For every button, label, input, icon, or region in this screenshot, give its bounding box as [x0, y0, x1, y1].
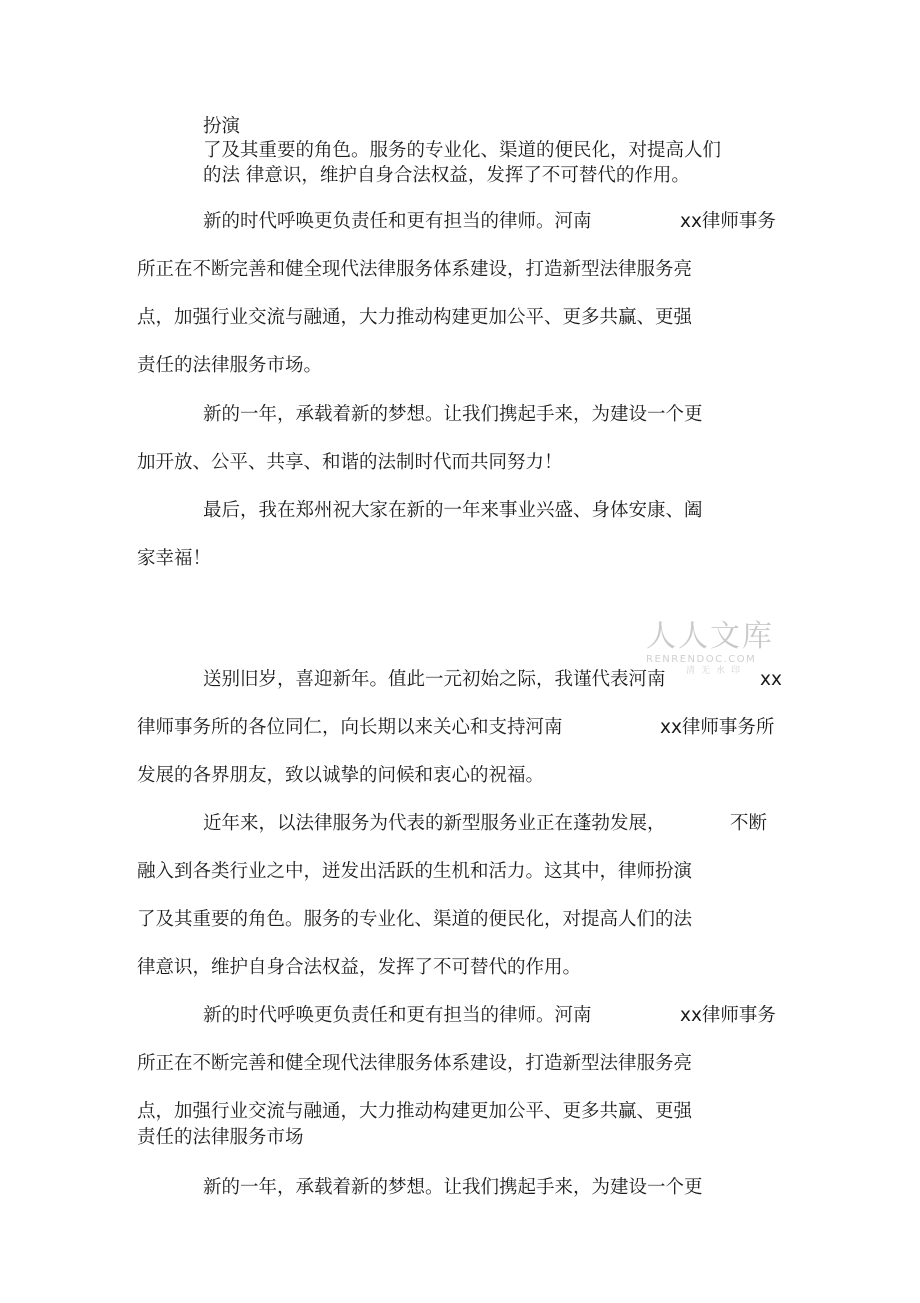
text-line: 发展的各界朋友，致以诚挚的问候和衷心的祝福。	[137, 765, 545, 786]
text-line: xx律师事务	[680, 1005, 776, 1026]
text-line: 的法 律意识，维护自身合法权益，发挥了不可替代的作用。	[203, 165, 690, 186]
text-line: 新的时代呼唤更负责任和更有担当的律师。河南	[203, 1005, 592, 1026]
text-line: xx律师事务	[680, 211, 776, 232]
text-line: 不断	[730, 813, 768, 834]
watermark-title: 人人文库	[646, 619, 774, 654]
text-line: 家幸福！	[137, 548, 212, 569]
text-line: 律意识，维护自身合法权益，发挥了不可替代的作用。	[137, 957, 582, 978]
text-line: 送别旧岁，喜迎新年。值此一元初始之际，我谨代表河南	[203, 669, 666, 690]
text-line: 了及其重要的角色。服务的专业化、渠道的便民化，对提高人们	[203, 140, 722, 161]
text-line: 新的一年，承载着新的梦想。让我们携起手来，为建设一个更	[203, 404, 703, 425]
text-line: xx	[760, 669, 782, 690]
text-line: 所正在不断完善和健全现代法律服务体系建设，打造新型法律服务亮	[137, 259, 693, 280]
text-line: 责任的法律服务市场	[137, 1127, 304, 1148]
text-line: 扮演	[203, 116, 241, 137]
text-line: 新的一年，承载着新的梦想。让我们携起手来，为建设一个更	[203, 1177, 703, 1198]
text-line: 所正在不断完善和健全现代法律服务体系建设，打造新型法律服务亮	[137, 1053, 693, 1074]
watermark-subtitle: 清无水印	[686, 666, 747, 676]
text-line: 责任的法律服务市场。	[137, 355, 323, 376]
text-line: 近年来，以法律服务为代表的新型服务业正在蓬勃发展，	[203, 813, 666, 834]
watermark-url: RENRENDOC.COM	[646, 654, 757, 665]
text-line: 点，加强行业交流与融通，大力推动构建更加公平、更多共赢、更强	[137, 1101, 693, 1122]
text-line: 融入到各类行业之中，迸发出活跃的生机和活力。这其中，律师扮演	[137, 861, 693, 882]
text-line: 新的时代呼唤更负责任和更有担当的律师。河南	[203, 211, 592, 232]
text-line: xx律师事务所	[660, 717, 775, 738]
text-line: 加开放、公平、共享、和谐的法制时代而共同努力！	[137, 452, 563, 473]
text-line: 了及其重要的角色。服务的专业化、渠道的便民化，对提高人们的法	[137, 909, 693, 930]
text-line: 最后，我在郑州祝大家在新的一年来事业兴盛、身体安康、阖	[203, 500, 703, 521]
text-line: 点，加强行业交流与融通，大力推动构建更加公平、更多共赢、更强	[137, 307, 693, 328]
text-line: 律师事务所的各位同仁，向长期以来关心和支持河南	[137, 717, 563, 738]
